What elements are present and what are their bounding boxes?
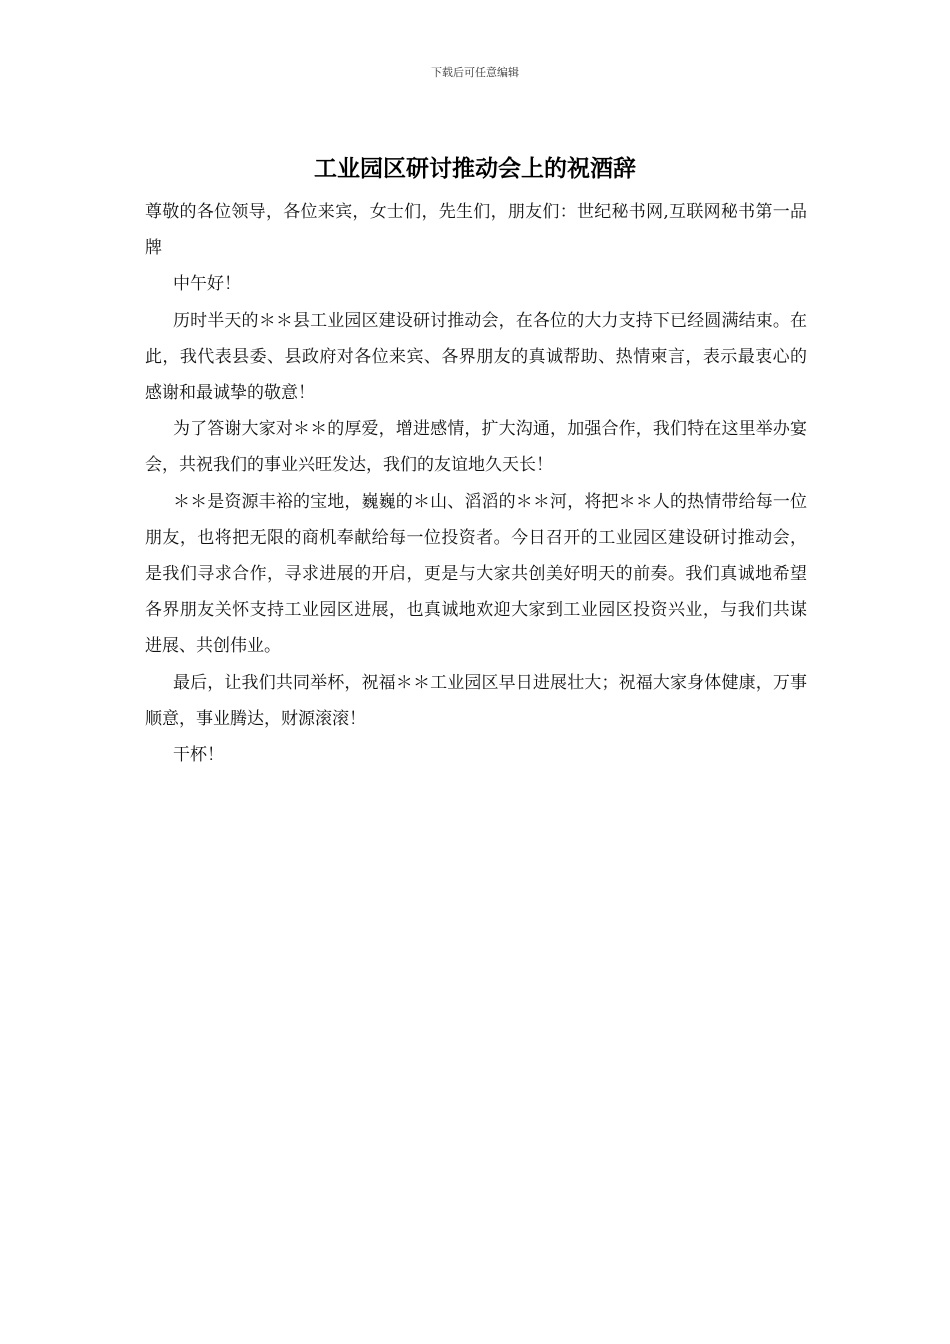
document-title: 工业园区研讨推动会上的祝酒辞: [314, 155, 636, 182]
body-paragraph: 为了答谢大家对＊＊的厚爱，增进感情，扩大沟通，加强合作，我们特在这里举办宴会，共祝我们的事业兴旺发达，我们的友谊地久天长！: [145, 419, 807, 476]
body-paragraph: 历时半天的＊＊县工业园区建设研讨推动会，在各位的大力支持下已经圆满结束。在此，我代表县委、县政府对各位来宾、各界朋友的真诚帮助、热情柬言，表示最衷心的感谢和最诚挚的敬意！: [145, 310, 807, 404]
salutation-paragraph: 尊敬的各位领导，各位来宾，女士们，先生们，朋友们：世纪秘书网,互联网秘书第一品牌: [145, 202, 807, 259]
body-paragraph: 中午好！: [173, 274, 241, 295]
document-body: [145, 194, 807, 773]
body-paragraph: ＊＊是资源丰裕的宝地，巍巍的＊山、滔滔的＊＊河，将把＊＊人的热情带给每一位朋友，也将把无限的商机奉献给每一位投资者。今日召开的工业园区建设研讨推动会，是我们寻求合作，寻求进展的开启，更是与大家共创美好明天的前奏。我们真诚地希望各界朋友关怀支持工业园区进展，也真诚地欢迎大家到工业园区投资兴业，与我们共谋进展、共创伟业。: [145, 491, 807, 657]
page-header-note: 下载后可任意编辑: [431, 66, 519, 79]
closing-paragraph: 干杯！: [173, 745, 224, 766]
body-paragraph: 最后，让我们共同举杯，祝福＊＊工业园区早日进展壮大；祝福大家身体健康，万事顺意，事业腾达，财源滚滚！: [145, 672, 807, 729]
